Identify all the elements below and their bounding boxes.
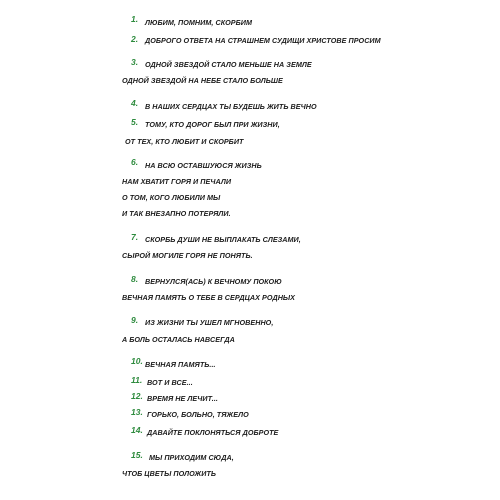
item-number-7: 7.	[131, 232, 139, 242]
item-3-line-2: ОДНОЙ ЗВЕЗДОЙ НА НЕБЕ СТАЛО БОЛЬШЕ	[122, 76, 283, 85]
item-5-line-2: ОТ ТЕХ, КТО ЛЮБИТ И СКОРБИТ	[125, 137, 244, 146]
item-12-line-1: ВРЕМЯ НЕ ЛЕЧИТ...	[147, 394, 218, 403]
item-number-10: 10.	[131, 356, 143, 366]
item-number-1: 1.	[131, 14, 139, 24]
item-11-line-1: ВОТ И ВСЕ...	[147, 378, 193, 387]
item-number-13: 13.	[131, 407, 143, 417]
item-number-8: 8.	[131, 274, 139, 284]
item-14-line-1: ДАВАЙТЕ ПОКЛОНЯТЬСЯ ДОБРОТЕ	[147, 428, 279, 437]
item-10-line-1: ВЕЧНАЯ ПАМЯТЬ...	[145, 360, 216, 369]
item-3-line-1: ОДНОЙ ЗВЕЗДОЙ СТАЛО МЕНЬШЕ НА ЗЕМЛЕ	[145, 60, 312, 69]
item-1-line-1: ЛЮБИМ, ПОМНИМ, СКОРБИМ	[145, 18, 252, 27]
item-7-line-2: СЫРОЙ МОГИЛЕ ГОРЯ НЕ ПОНЯТЬ.	[122, 251, 253, 260]
item-6-line-3: О ТОМ, КОГО ЛЮБИЛИ МЫ	[122, 193, 221, 202]
item-9-line-2: А БОЛЬ ОСТАЛАСЬ НАВСЕГДА	[122, 335, 235, 344]
item-8-line-2: ВЕЧНАЯ ПАМЯТЬ О ТЕБЕ В СЕРДЦАХ РОДНЫХ	[122, 293, 296, 302]
item-2-line-1: ДОБРОГО ОТВЕТА НА СТРАШНЕМ СУДИЩИ ХРИСТОВЕ ПРОСИМ	[145, 36, 381, 45]
item-5-line-1: ТОМУ, КТО ДОРОГ БЫЛ ПРИ ЖИЗНИ,	[145, 120, 280, 129]
item-6-line-2: НАМ ХВАТИТ ГОРЯ И ПЕЧАЛИ	[122, 177, 232, 186]
item-number-3: 3.	[131, 57, 139, 67]
item-7-line-1: СКОРБЬ ДУШИ НЕ ВЫПЛАКАТЬ СЛЕЗАМИ,	[145, 235, 301, 244]
item-number-15: 15.	[131, 450, 143, 460]
item-4-line-1: В НАШИХ СЕРДЦАХ ТЫ БУДЕШЬ ЖИТЬ ВЕЧНО	[145, 102, 317, 111]
item-number-14: 14.	[131, 425, 143, 435]
item-number-4: 4.	[131, 98, 139, 108]
item-13-line-1: ГОРЬКО, БОЛЬНО, ТЯЖЕЛО	[147, 410, 249, 419]
item-number-5: 5.	[131, 117, 139, 127]
item-number-2: 2.	[131, 34, 139, 44]
item-number-11: 11.	[131, 375, 143, 385]
item-15-line-2: ЧТОБ ЦВЕТЫ ПОЛОЖИТЬ	[122, 469, 217, 478]
item-number-12: 12.	[131, 391, 143, 401]
item-number-9: 9.	[131, 315, 139, 325]
item-9-line-1: ИЗ ЖИЗНИ ТЫ УШЕЛ МГНОВЕННО,	[145, 318, 274, 327]
item-15-line-1: МЫ ПРИХОДИМ СЮДА,	[149, 453, 234, 462]
item-number-6: 6.	[131, 157, 139, 167]
item-6-line-4: И ТАК ВНЕЗАПНО ПОТЕРЯЛИ.	[122, 209, 231, 218]
item-6-line-1: НА ВСЮ ОСТАВШУЮСЯ ЖИЗНЬ	[145, 161, 262, 170]
item-8-line-1: ВЕРНУЛСЯ(АСЬ) К ВЕЧНОМУ ПОКОЮ	[145, 277, 282, 286]
